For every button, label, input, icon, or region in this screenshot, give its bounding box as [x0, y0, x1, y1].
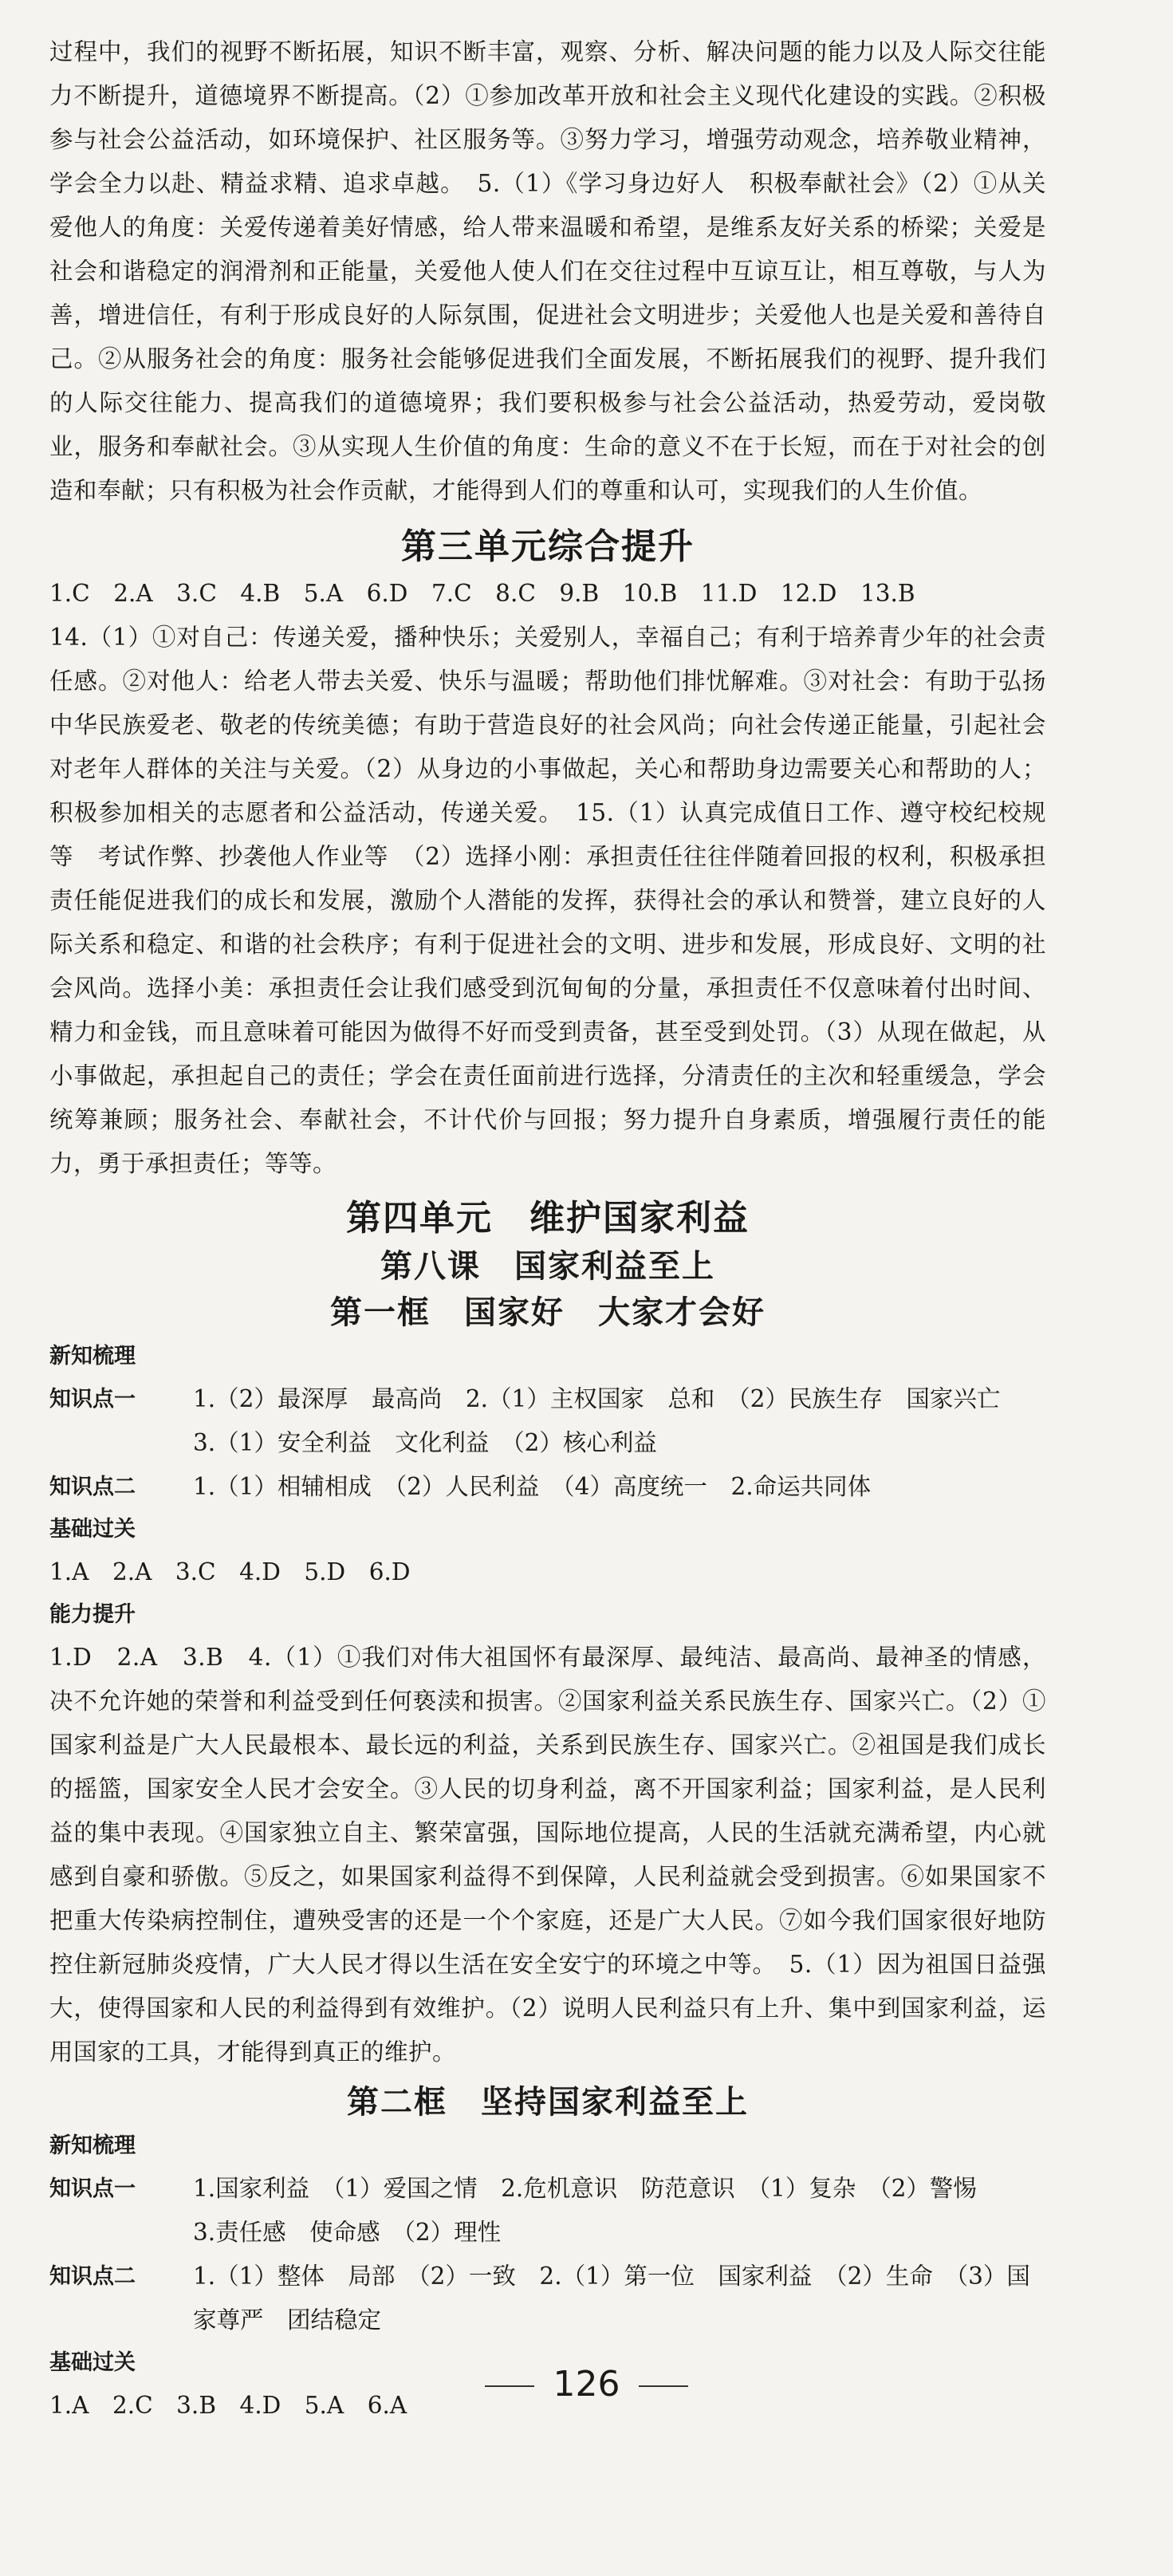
frame1-basic-label: 基础过关: [49, 1517, 136, 1542]
kp-label: 知识点一: [49, 1387, 136, 1412]
kp-label: 知识点一: [49, 2176, 136, 2201]
page-footer: [0, 2361, 1173, 2409]
frame2-basic-label: 基础过关: [49, 2350, 136, 2375]
frame1-heading: 第一框 国家好 大家才会好: [330, 1294, 766, 1331]
footer-dash-left: [485, 2385, 534, 2387]
frame1-basic-answers: 1.A 2.A 3.C 4.D 5.D 6.D: [49, 1558, 411, 1585]
kp-text: 1.（2）最深厚 最高尚 2.（1）主权国家 总和 （2）民族生存 国家兴亡 3.（1）安全利益 文化利益 （2）核心利益: [193, 1385, 1001, 1456]
frame2-heading: 第二框 坚持国家利益至上: [347, 2083, 749, 2121]
frame1-ability-label: 能力提升: [49, 1602, 136, 1627]
kp-label: 知识点二: [49, 1475, 136, 1499]
content-column: [49, 30, 1046, 2428]
unit3-paragraph: 14.（1）①对自己：传递关爱，播种快乐；关爱别人，幸福自己；有利于培养青少年的社会责任感。②对他人：给老人带去关爱、快乐与温暖；帮助他们排忧解难。③对社会：有助于弘扬中华民族爱老、敬老的传统美德；有助于营造良好的社会风尚；向社会传递正能量，引起社会对老年人群体的关注与关爱。（2）从身边的小事做起，关心和帮助身边需要关心和帮助的人；积极参加相关的志愿者和公益活动，传递关爱。 15.（1）认真完成值日工作、遵守校纪校规等 考试作弊、抄袭他人作业等 （2）选择小刚：承担责任往往伴随着回报的权利，积极承担责任能促进我们的成长和发展，激励个人潜能的发挥，获得社会的承认和赞誉，建立良好的人际关系和稳定、和谐的社会秩序；有利于促进社会的文明、进步和发展，形成良好、文明的社会风尚。选择小美：承担责任会让我们感受到沉甸甸的分量，承担责任不仅意味着付出时间、精力和金钱，而且意味着可能因为做得不好而受到责备，甚至受到处罚。（3）从现在做起，从小事做起，承担起自己的责任；学会在责任面前进行选择，分清责任的主次和轻重缓急，学会统筹兼顾；服务社会、奉献社会，不计代价与回报；努力提升自身素质，增强履行责任的能力，勇于承担责任；等等。: [49, 624, 1046, 1177]
frame2-knowledge-point-1: [49, 2167, 1046, 2255]
unit3-heading: 第三单元综合提升: [401, 526, 695, 567]
kp-text: 1.（1）整体 局部 （2）一致 2.（1）第一位 国家利益 （2）生命 （3）国家尊严 团结稳定: [193, 2263, 1030, 2334]
frame1-knowledge-point-1: [49, 1377, 1046, 1465]
frame1-knowledge-point-2: [49, 1465, 1046, 1509]
kp-text: 1.（1）相辅相成 （2）人民利益 （4）高度统一 2.命运共同体: [193, 1473, 872, 1500]
frame2-new-knowledge-label: 新知梳理: [49, 2133, 136, 2158]
unit4-heading: 第四单元 维护国家利益: [346, 1198, 750, 1239]
footer-dash-right: [639, 2385, 688, 2387]
intro-paragraph: 过程中，我们的视野不断拓展，知识不断丰富，观察、分析、解决问题的能力以及人际交往能力不断提升，道德境界不断提高。（2）①参加改革开放和社会主义现代化建设的实践。②积极参与社会公益活动，如环境保护、社区服务等。③努力学习，增强劳动观念，培养敬业精神，学会全力以赴、精益求精、追求卓越。 5.（1）《学习身边好人 积极奉献社会》（2）①从关爱他人的角度：关爱传递着美好情感，给人带来温暖和希望，是维系友好关系的桥梁；关爱是社会和谐稳定的润滑剂和正能量，关爱他人使人们在交往过程中互谅互让，相互尊敬，与人为善，增进信任，有利于形成良好的人际氛围，促进社会文明进步；关爱他人也是关爱和善待自己。②从服务社会的角度：服务社会能够促进我们全面发展，不断拓展我们的视野、提升我们的人际交往能力、提高我们的道德境界；我们要积极参与社会公益活动，热爱劳动，爱岗敬业，服务和奉献社会。③从实现人生价值的角度：生命的意义不在于长短，而在于对社会的创造和奉献；只有积极为社会作贡献，才能得到人们的尊重和认可，实现我们的人生价值。: [49, 38, 1046, 504]
frame2-basic-answers: 1.A 2.C 3.B 4.D 5.A 6.A: [49, 2392, 407, 2419]
kp-text: 1.国家利益 （1）爱国之情 2.危机意识 防范意识 （1）复杂 （2）警惕 3.责任感 使命感 （2）理性: [193, 2175, 977, 2246]
frame1-new-knowledge-label: 新知梳理: [49, 1344, 136, 1369]
page-number: 126: [553, 2364, 620, 2405]
unit3-choice-answers: 1.C 2.A 3.C 4.B 5.A 6.D 7.C 8.C 9.B 10.B 11.D 12.D 13.B: [49, 580, 915, 607]
lesson8-heading: 第八课 国家利益至上: [380, 1247, 715, 1285]
kp-label: 知识点二: [49, 2264, 136, 2289]
frame1-ability-paragraph: 1.D 2.A 3.B 4.（1）①我们对伟大祖国怀有最深厚、最纯洁、最高尚、最神圣的情感，决不允许她的荣誉和利益受到任何亵渎和损害。②国家利益关系民族生存、国家兴亡。（2）①国家利益是广大人民最根本、最长远的利益，关系到民族生存、国家兴亡。②祖国是我们成长的摇篮，国家安全人民才会安全。③人民的切身利益，离不开国家利益；国家利益，是人民利益的集中表现。④国家独立自主、繁荣富强，国际地位提高，人民的生活就充满希望，内心就感到自豪和骄傲。⑤反之，如果国家利益得不到保障，人民利益就会受到损害。⑥如果国家不把重大传染病控制住，遭殃受害的还是一个个家庭，还是广大人民。⑦如今我们国家很好地防控住新冠肺炎疫情，广大人民才得以生活在安全安宁的环境之中等。 5.（1）因为祖国日益强大，使得国家和人民的利益得到有效维护。（2）说明人民利益只有上升、集中到国家利益，运用国家的工具，才能得到真正的维护。: [49, 1644, 1046, 2066]
frame2-knowledge-point-2: [49, 2255, 1046, 2342]
